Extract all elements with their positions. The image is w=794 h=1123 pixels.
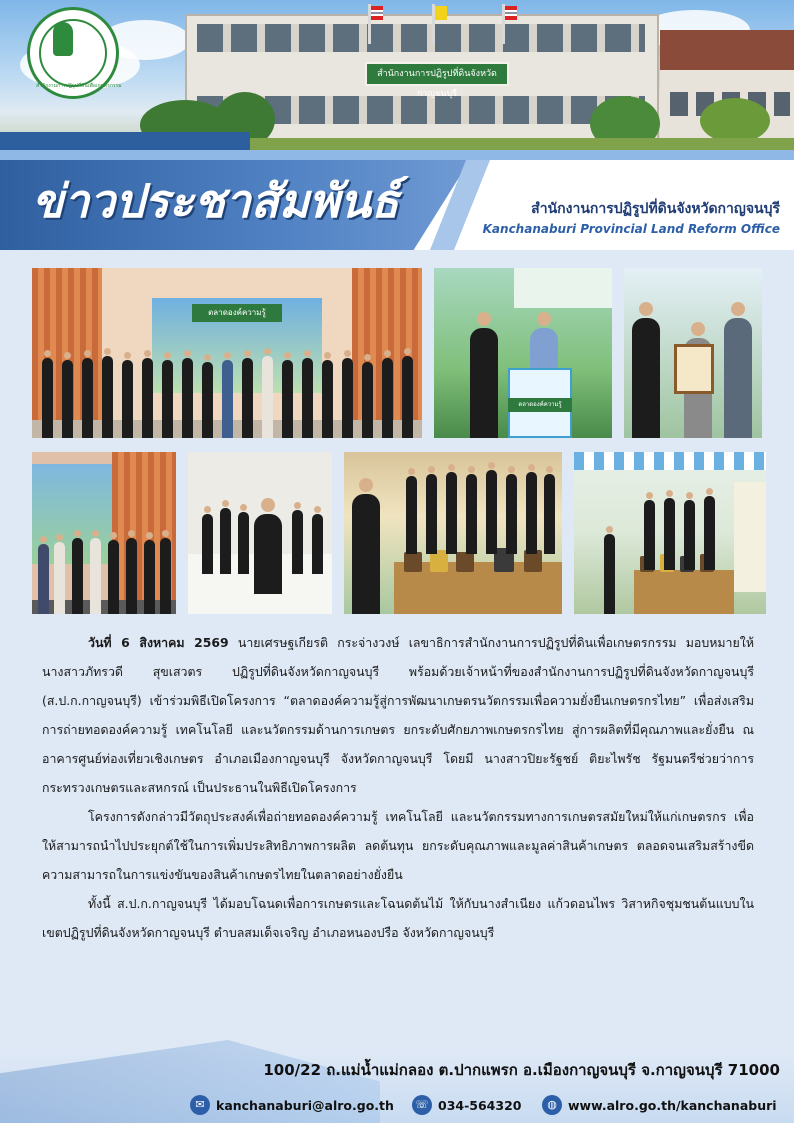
email-text[interactable]: kanchanaburi@alro.go.th xyxy=(216,1097,394,1113)
office-name-thai: สำนักงานการปฏิรูปที่ดินจังหวัดกาญจนบุรี xyxy=(531,201,780,217)
website-text[interactable]: www.alro.go.th/kanchanaburi xyxy=(568,1097,777,1113)
office-address: 100/22 ถ.แม่น้ำแม่กลอง ต.ปากแพรก อ.เมืองกาญจนบุรี จ.กาญจนบุรี 71000 xyxy=(263,1061,780,1079)
office-name-english: Kanchanaburi Provincial Land Reform Office xyxy=(482,222,780,236)
phone-text[interactable]: 034-564320 xyxy=(438,1097,522,1113)
phone-icon: ☏ xyxy=(412,1095,432,1115)
alro-logo xyxy=(27,7,122,99)
contact-email[interactable] xyxy=(190,1094,394,1116)
article-paragraph-1 xyxy=(42,628,754,802)
envelope-icon: ✉ xyxy=(190,1095,210,1115)
exhibition-booth-photo xyxy=(344,452,562,614)
logo-text: สำนักงานการปฏิรูปที่ดินเพื่อเกษตรกรรม xyxy=(36,83,122,89)
stage-banner-text: ตลาดองค์ความรู้ xyxy=(192,304,282,322)
headline: ข่าวประชาสัมพันธ์ xyxy=(32,174,400,228)
globe-icon: ◍ xyxy=(542,1095,562,1115)
contact-website[interactable] xyxy=(542,1094,777,1116)
article-paragraph-3: ทั้งนี้ ส.ป.ก.กาญจนบุรี ได้มอบโฉนดเพื่อการเกษตรและโฉนดต้นไม้ ให้กับนางสำเนียง แก้วดอนไพร วิสาหกิจชุมชนต้นแบบในเขตปฏิรูปที่ดินจังหวัดกาญจนบุรี ตำบลสมเด็จเจริญ อำเภอหนองปรือ จังหวัดกาญจนบุรี xyxy=(42,896,754,940)
building-sign xyxy=(365,62,509,99)
paragraph-1-text: นายเศรษฐเกียรติ กระจ่างวงษ์ เลขาธิการสำนักงานการปฏิรูปที่ดินเพื่อเกษตรกรรม มอบหมายให้ นางสาวภัทรวดี สุขเสวตร ปฏิรูปที่ดินจังหวัดกาญจนบุรี พร้อมด้วยเจ้าหน้าที่ของสำนักงานการปฏิรูปที่ดินจังหวัดกาญจนบุรี (ส.ป.ก.กาญจนบุรี) เข้าร่วมพิธีเปิดโครงการ “ตลาดองค์ความรู้สู่การพัฒนาเกษตรนวัตกรรมเพื่อความยั่งยืนเกษตรกรไทย” เพื่อส่งเสริมการถ่ายทอดองค์ความรู้ เทคโนโลยี และนวัตกรรมด้านการเกษตร ยกระดับศักยภาพเกษตรกรไทย สู่การผลิตที่มีคุณภาพและยั่งยืน ณ อาคารศูนย์ท่องเที่ยวเชิงเกษตร อำเภอเมืองกาญจนบุรี จังหวัดกาญจนบุรี โดยมี นางสาวปิยะรัฐชย์ ติยะไพรัช รัฐมนตรีช่วยว่าการกระทรวงเกษตรและสหกรณ์ เป็นประธานในพิธีเปิดโครงการ xyxy=(42,635,754,795)
certificate-photo xyxy=(624,268,762,438)
article-body xyxy=(42,628,754,947)
contact-phone[interactable] xyxy=(412,1094,521,1116)
group-photo-stage xyxy=(32,268,422,438)
seated-audience-photo xyxy=(188,452,332,614)
building-sign-text: สำนักงานการปฏิรูปที่ดินจังหวัดกาญจนบุรี xyxy=(377,69,497,99)
article-date: วันที่ 6 สิงหาคม 2569 xyxy=(88,635,229,650)
podium-speech-photo xyxy=(434,268,612,438)
product-display-photo xyxy=(574,452,766,614)
podium-text: ตลาดองค์ความรู้ xyxy=(508,398,572,412)
group-photo-small xyxy=(32,452,176,614)
logo-emblem-icon xyxy=(53,22,73,56)
article-paragraph-2: โครงการดังกล่าวมีวัตถุประสงค์เพื่อถ่ายทอดองค์ความรู้ เทคโนโลยี และนวัตกรรมทางการเกษตรสมัยใหม่ให้แก่เกษตรกร เพื่อให้สามารถนำไปประยุกต์ใช้ในการเพิ่มประสิทธิภาพการผลิต ลดต้นทุน ยกระดับคุณภาพและมูลค่าสินค้าเกษตร ตลอดจนเสริมสร้างขีดความสามารถในการแข่งขันของสินค้าเกษตรไทยในตลาดอย่างยั่งยืน xyxy=(42,809,754,882)
